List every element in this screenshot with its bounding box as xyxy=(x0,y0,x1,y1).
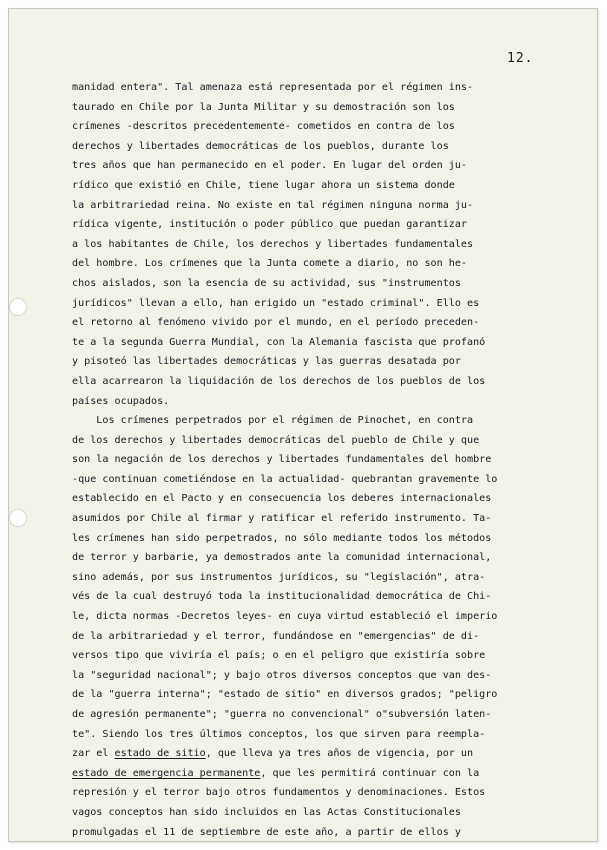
text-fragment: zar el xyxy=(72,748,115,760)
text-line: -que continuan cometiéndose en la actualidad- quebrantan gravemente lo xyxy=(72,473,498,485)
text-line: Los crímenes perpetrados por el régimen de Pinochet, en contra xyxy=(72,415,474,427)
text-line: vagos conceptos han sido incluidos en las Actas Constitucionales xyxy=(72,806,461,818)
text-line: manidad entera". Tal amenaza está representada por el régimen ins- xyxy=(72,82,474,93)
text-line: países ocupados. xyxy=(72,395,170,407)
text-line: de la "guerra interna"; "estado de sitio" en diversos grados; "peligro xyxy=(72,689,498,701)
text-line: represión y el terror bajo otros fundamentos y denominaciones. Estos xyxy=(72,787,486,799)
text-line: crímenes -descritos precedentemente- cometidos en contra de los xyxy=(72,121,455,133)
text-line: jurídicos" llevan a ello, han erigido un "estado criminal". Ello es xyxy=(72,297,480,309)
text-line: establecido en el Pacto y en consecuencia los deberes internacionales xyxy=(72,493,492,505)
text-line: taurado en Chile por la Junta Militar y su demostración son los xyxy=(72,101,455,113)
text-fragment: , que les permitirá continuar con la xyxy=(260,767,480,779)
text-line xyxy=(72,764,600,784)
text-line: sino además, por sus instrumentos jurídicos, su "legislación", atra- xyxy=(72,571,486,583)
text-line: son la negación de los derechos y libertades fundamentales del hombre xyxy=(72,454,492,466)
text-line: promulgadas el 11 de septiembre de este año, a partir de ellos y xyxy=(72,826,461,838)
text-line: chos aislados, son la esencia de su actividad, sus "instrumentos xyxy=(72,277,461,289)
text-line: te a la segunda Guerra Mundial, con la Alemania fascista que profanó xyxy=(72,336,486,348)
text-line: versos tipo que viviría el país; o en el peligro que existiría sobre xyxy=(72,650,486,662)
text-line xyxy=(72,744,600,764)
text-line: derechos y libertades democráticas de los pueblos, durante los xyxy=(72,140,449,152)
text-line: vés de la cual destruyó toda la institucionalidad democrática de Chi- xyxy=(72,591,492,603)
text-line: asumidos por Chile al firmar y ratificar el referido instrumento. Ta- xyxy=(72,513,492,525)
text-line: de la arbitrariedad y el terror, fundándose en "emergencias" de di- xyxy=(72,630,480,642)
text-line: de agresión permanente"; "guerra no convencional" o"subversión laten- xyxy=(72,709,492,720)
page-number: 12. xyxy=(507,51,534,66)
underlined-phrase: estado de sitio xyxy=(114,748,206,760)
text-line: la arbitrariedad reina. No existe en tal régimen ninguna norma ju- xyxy=(72,199,474,211)
text-line: a los habitantes de Chile, los derechos y libertades fundamentales xyxy=(72,238,474,250)
text-line: de los derechos y libertades democráticas del pueblo de Chile y que xyxy=(72,434,480,446)
text-line: de terror y barbarie, ya demostrados ante la comunidad internacional, xyxy=(72,552,492,564)
typed-body-text xyxy=(72,78,600,842)
text-line: le, dicta normas -Decretos leyes- en cuya virtud estableció el imperio xyxy=(72,611,498,623)
document-page xyxy=(8,8,598,842)
text-line: les crímenes han sido perpetrados, no sólo mediante todos los métodos xyxy=(72,532,492,544)
text-line: tres años que han permanecido en el poder. En lugar del orden ju- xyxy=(72,160,468,172)
text-line: rídico que existió en Chile, tiene lugar ahora un sistema donde xyxy=(72,179,455,191)
text-line: la "seguridad nacional"; y bajo otros diversos conceptos que van des- xyxy=(72,669,492,681)
punch-hole xyxy=(9,298,27,316)
punch-hole xyxy=(9,509,27,527)
text-line: rídica vigente, institución o poder público que puedan garantizar xyxy=(72,219,468,231)
text-line: ella acarrearon la liquidación de los derechos de los pueblos de los xyxy=(72,375,486,387)
text-line: y pisoteó las libertades democráticas y las guerras desatada por xyxy=(72,356,461,368)
underlined-phrase: estado de emergencia permanente xyxy=(72,767,261,779)
text-line: te". Siendo los tres últimos conceptos, los que sirven para reempla- xyxy=(72,728,486,740)
text-line: del hombre. Los crímenes que la Junta comete a diario, no son he- xyxy=(72,258,468,270)
text-line: el retorno al fenómeno vivido por el mundo, en el período preceden- xyxy=(72,317,480,329)
text-fragment: , que lleva ya tres años de vigencia, por un xyxy=(205,748,474,760)
